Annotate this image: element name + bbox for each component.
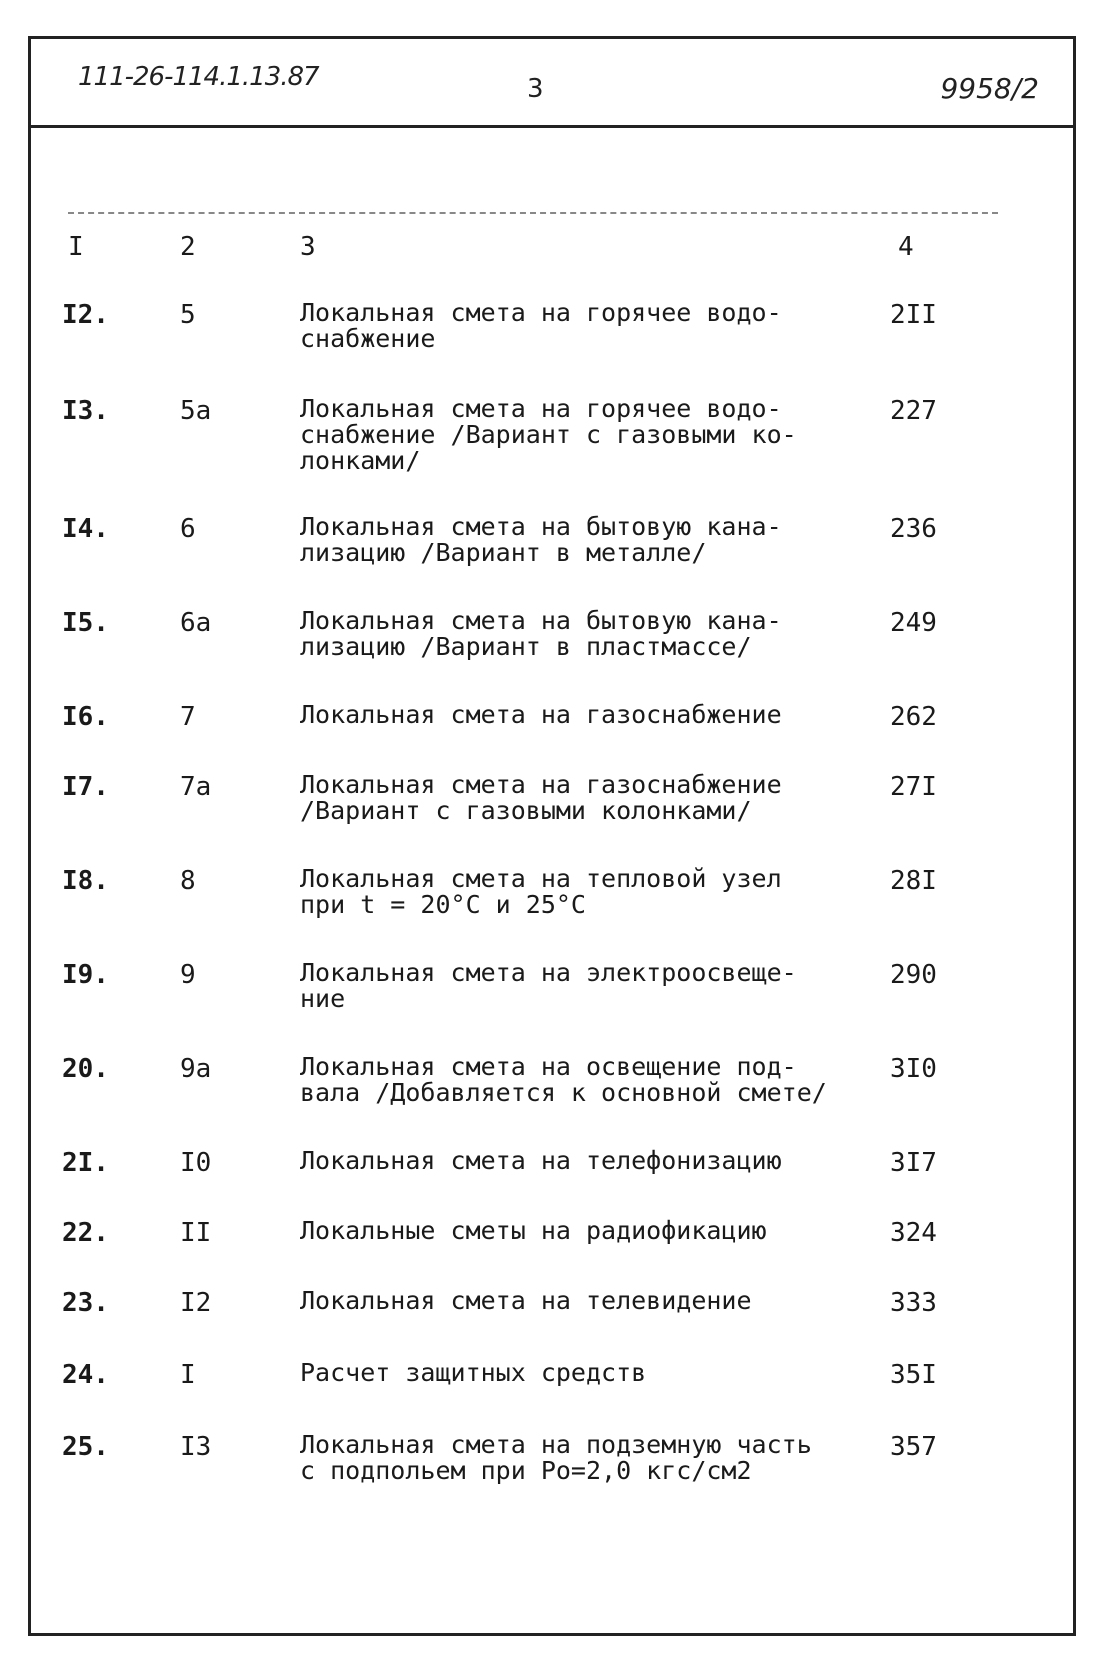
row-title: Расчет защитных средств	[300, 1358, 647, 1387]
row-number: I6.	[62, 702, 109, 732]
page-ref: 3I0	[890, 1054, 937, 1084]
row-number: I2.	[62, 300, 109, 330]
row-title: Локальная смета на бытовую кана- лизацию /Вариант в пластмассе/	[300, 606, 782, 661]
section-number: I	[180, 1360, 196, 1390]
page-ref: 3I7	[890, 1148, 937, 1178]
page-ref: 2II	[890, 300, 937, 330]
row-title: Локальная смета на горячее водо- снабжение /Вариант с газовыми ко- лонками/	[300, 394, 797, 475]
row-number: I4.	[62, 514, 109, 544]
column-header-1: I	[68, 232, 84, 262]
row-title: Локальная смета на телефонизацию	[300, 1146, 782, 1175]
section-number: 9а	[180, 1054, 212, 1084]
row-number: I3.	[62, 396, 109, 426]
section-number: 6а	[180, 608, 212, 638]
page-ref: 357	[890, 1432, 937, 1462]
row-number: I5.	[62, 608, 109, 638]
row-title: Локальная смета на электроосвеще- ние	[300, 958, 797, 1013]
page-ref: 324	[890, 1218, 937, 1248]
row-number: I8.	[62, 866, 109, 896]
row-number: 20.	[62, 1054, 109, 1084]
page-number: 3	[527, 74, 544, 104]
page-frame	[28, 36, 1076, 1636]
row-title: Локальная смета на освещение под- вала /Добавляется к основной смете/	[300, 1052, 827, 1107]
page-ref: 28I	[890, 866, 937, 896]
column-header-3: 3	[300, 232, 316, 262]
page-ref: 262	[890, 702, 937, 732]
section-number: 5а	[180, 396, 212, 426]
column-header-4: 4	[898, 232, 914, 262]
section-number: 7	[180, 702, 196, 732]
section-number: I0	[180, 1148, 212, 1178]
row-title: Локальная смета на тепловой узел при t = 20°С и 25°С	[300, 864, 782, 919]
section-number: 8	[180, 866, 196, 896]
row-number: 23.	[62, 1288, 109, 1318]
page-ref: 35I	[890, 1360, 937, 1390]
page-ref: 227	[890, 396, 937, 426]
row-title: Локальная смета на телевидение	[300, 1286, 752, 1315]
row-number: 22.	[62, 1218, 109, 1248]
document-number: 9958/2	[940, 72, 1039, 105]
page-ref: 236	[890, 514, 937, 544]
page-ref: 249	[890, 608, 937, 638]
row-title: Локальная смета на газоснабжение	[300, 700, 782, 729]
section-number: II	[180, 1218, 212, 1248]
section-number: I3	[180, 1432, 212, 1462]
row-number: 25.	[62, 1432, 109, 1462]
row-title: Локальная смета на подземную часть с подпольем при Ро=2,0 кгс/см2	[300, 1430, 812, 1485]
page-ref: 290	[890, 960, 937, 990]
row-title: Локальные сметы на радиофикацию	[300, 1216, 767, 1245]
row-number: 24.	[62, 1360, 109, 1390]
row-number: 2I.	[62, 1148, 109, 1178]
section-number: 5	[180, 300, 196, 330]
row-number: I7.	[62, 772, 109, 802]
page-ref: 333	[890, 1288, 937, 1318]
row-title: Локальная смета на горячее водо- снабжение	[300, 298, 782, 353]
column-header-2: 2	[180, 232, 196, 262]
section-number: I2	[180, 1288, 212, 1318]
row-number: I9.	[62, 960, 109, 990]
section-number: 9	[180, 960, 196, 990]
section-number: 7а	[180, 772, 212, 802]
row-title: Локальная смета на газоснабжение /Вариант с газовыми колонками/	[300, 770, 782, 825]
document-code: 111-26-114.1.13.87	[78, 62, 319, 92]
header-divider	[28, 125, 1076, 128]
row-title: Локальная смета на бытовую кана- лизацию /Вариант в металле/	[300, 512, 782, 567]
table-top-rule	[68, 212, 998, 214]
section-number: 6	[180, 514, 196, 544]
page-ref: 27I	[890, 772, 937, 802]
